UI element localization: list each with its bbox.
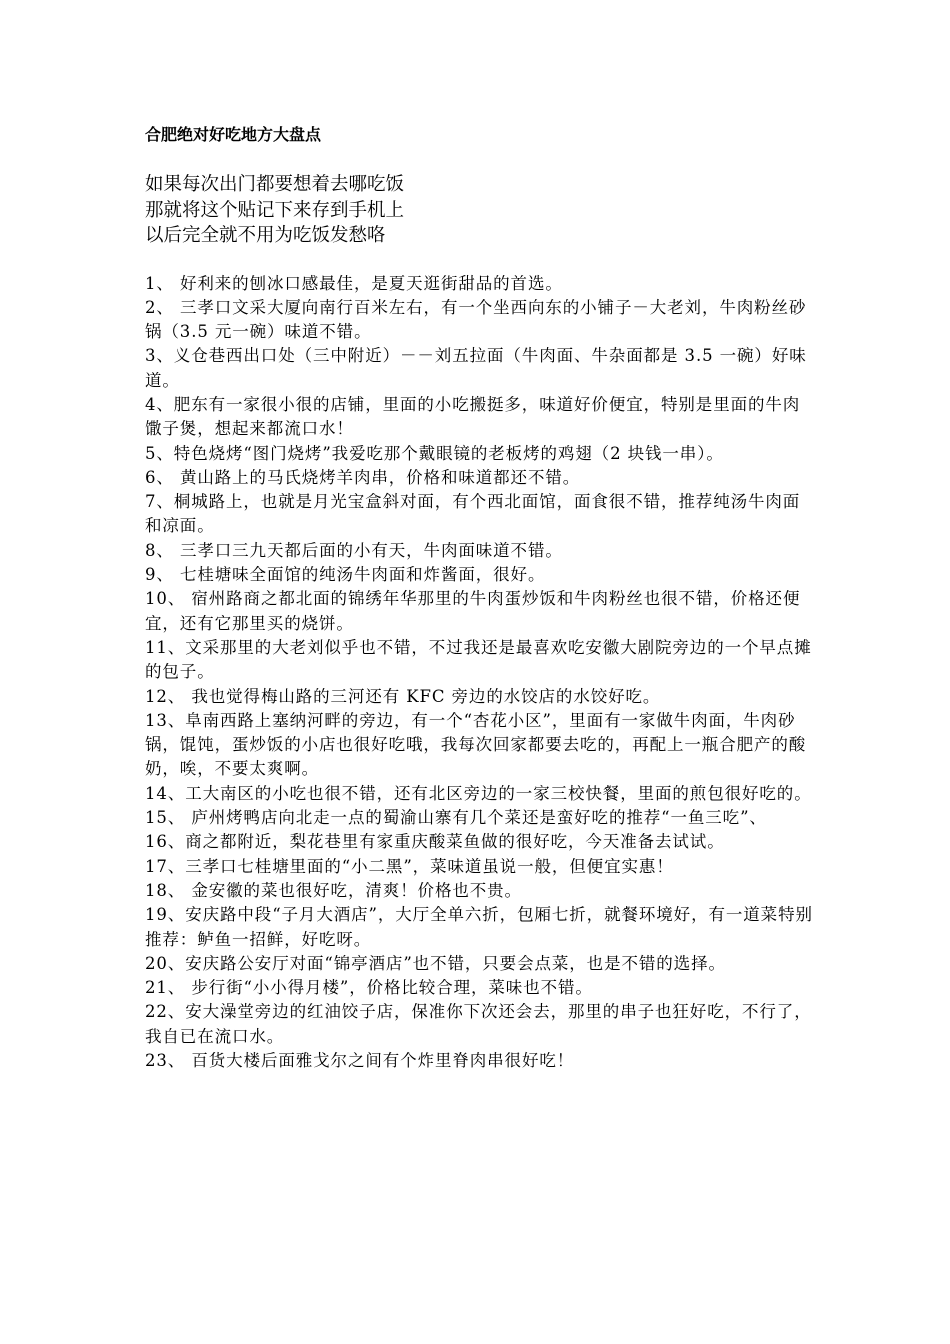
list-item: 13、阜南西路上塞纳河畔的旁边，有一个“杏花小区”，里面有一家做牛肉面，牛肉砂锅，馄饨，蛋炒饭的小店也很好吃哦，我每次回家都要去吃的，再配上一瓶合肥产的酸奶，唉，不要太爽啊。 xyxy=(145,710,807,779)
intro-paragraph xyxy=(145,172,813,249)
list-item: 12、 我也觉得梅山路的三河还有 KFC 旁边的水饺店的水饺好吃。 xyxy=(145,686,661,706)
document-title: 合肥绝对好吃地方大盘点 xyxy=(145,125,322,144)
list-item: 11、文采那里的大老刘似乎也不错，不过我还是最喜欢吃安徽大剧院旁边的一个早点摊的包子。 xyxy=(145,637,812,682)
list-item: 1、 好利来的刨冰口感最佳，是夏天逛街甜品的首选。 xyxy=(145,273,563,293)
list-item: 5、特色烧烤“图门烧烤”我爱吃那个戴眼镜的老板烤的鸡翅（2 块钱一串）。 xyxy=(145,443,724,463)
intro-line: 以后完全就不用为吃饭发愁咯 xyxy=(145,225,386,246)
intro-line: 那就将这个贴记下来存到手机上 xyxy=(145,199,405,221)
list-item: 19、安庆路中段“子月大酒店”，大厅全单六折，包厢七折，就餐环境好，有一道菜特别推荐：鲈鱼一招鲜，好吃呀。 xyxy=(145,905,813,949)
list-item: 15、 庐州烤鸭店向北走一点的蜀渝山寨有几个菜还是蛮好吃的推荐“一鱼三吃”、 xyxy=(145,808,767,828)
list-item: 22、安大澡堂旁边的红油饺子店，保准你下次还会去，那里的串子也狂好吃，不行了，我自已在流口水。 xyxy=(145,1002,812,1046)
list-item: 4、肥东有一家很小很的店铺，里面的小吃搬挺多，味道好价便宜，特别是里面的牛肉馓子煲，想起来都流口水！ xyxy=(145,394,801,439)
list-item: 17、三孝口七桂塘里面的“小二黑”，菜味道虽说一般，但便宜实惠！ xyxy=(145,856,674,876)
list-item: 6、 黄山路上的马氏烧烤羊肉串，价格和味道都还不错。 xyxy=(145,467,581,487)
list-item: 20、安庆路公安厅对面“锦亭酒店”也不错，只要会点菜，也是不错的选择。 xyxy=(145,953,726,973)
list-item: 10、 宿州路商之都北面的锦绣年华那里的牛肉蛋炒饭和牛肉粉丝也很不错，价格还便宜，还有它那里买的烧饼。 xyxy=(145,589,801,633)
intro-line: 如果每次出门都要想着去哪吃饭 xyxy=(145,174,405,195)
list-item: 18、 金安徽的菜也很好吃，清爽！价格也不贵。 xyxy=(145,880,522,900)
list-item: 21、 步行街“小小得月楼”，价格比较合理，菜味也不错。 xyxy=(145,978,593,998)
list-item: 2、 三孝口文采大厦向南行百米左右，有一个坐西向东的小铺子－大老刘，牛肉粉丝砂锅（3.5 元一碗）味道不错。 xyxy=(145,297,807,342)
list-item: 16、商之都附近，梨花巷里有家重庆酸菜鱼做的很好吃，今天准备去试试。 xyxy=(145,832,725,852)
list-item: 3、义仓巷西出口处（三中附近）－－刘五拉面（牛肉面、牛杂面都是 3.5 一碗）好味道。 xyxy=(145,346,807,390)
document-page xyxy=(145,122,813,1073)
list-item: 14、工大南区的小吃也很不错，还有北区旁边的一家三校快餐，里面的煎包很好吃的。 xyxy=(145,783,812,803)
restaurant-list xyxy=(145,272,813,1074)
list-item: 23、 百货大楼后面雅戈尔之间有个炸里脊肉串很好吃！ xyxy=(145,1051,575,1070)
list-item: 8、 三孝口三九天都后面的小有天，牛肉面味道不错。 xyxy=(145,540,563,560)
list-item: 9、 七桂塘味全面馆的纯汤牛肉面和炸酱面，很好。 xyxy=(145,565,546,585)
list-item: 7、桐城路上，也就是月光宝盒斜对面，有个西北面馆，面食很不错，推荐纯汤牛肉面和凉面。 xyxy=(145,492,801,536)
